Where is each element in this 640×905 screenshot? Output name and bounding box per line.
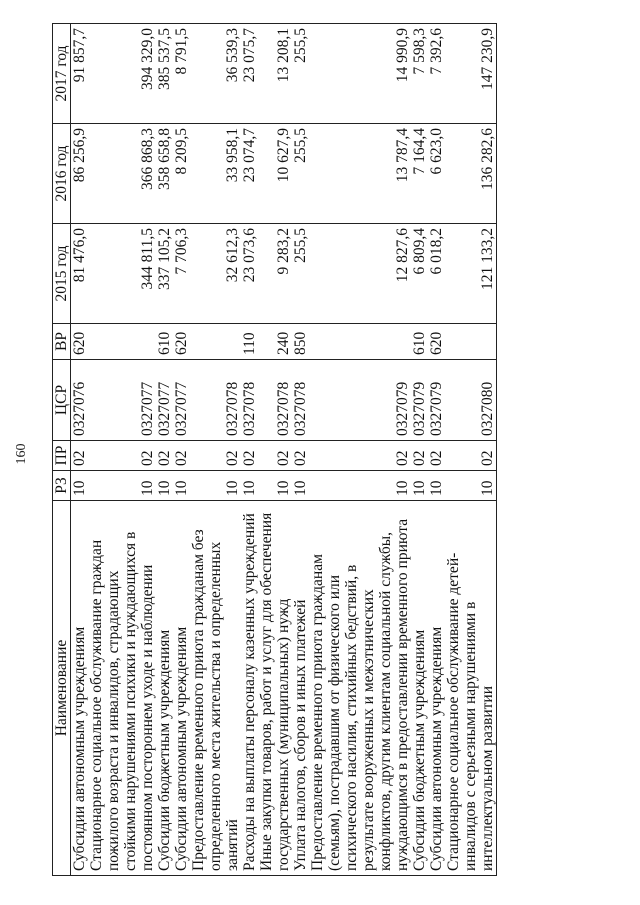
cell-pr: 02 xyxy=(309,441,411,471)
cell-rz: 10 xyxy=(258,471,292,501)
cell-2016: 33 958,1 xyxy=(190,124,241,224)
cell-2015: 6 809,4 xyxy=(411,224,428,324)
cell-rz: 10 xyxy=(428,471,445,501)
table-row xyxy=(411,24,428,876)
cell-name: Субсидии автономным учреждениям xyxy=(428,501,445,876)
header-vr: ВР xyxy=(53,324,71,360)
cell-csr: 0327079 xyxy=(309,360,411,441)
cell-csr: 0327077 xyxy=(173,360,190,441)
cell-csr: 0327077 xyxy=(88,360,156,441)
cell-2015: 7 706,3 xyxy=(173,224,190,324)
cell-pr: 02 xyxy=(428,441,445,471)
cell-name: Предоставление временного приюта гражданам без определенного места жительства и определенных занятий xyxy=(190,501,241,876)
table-row xyxy=(241,24,258,876)
cell-csr: 0327078 xyxy=(241,360,258,441)
cell-2017: 385 537,5 xyxy=(156,24,173,124)
rotated-page-content xyxy=(52,24,602,876)
cell-csr: 0327080 xyxy=(445,360,497,441)
cell-2017: 147 230,9 xyxy=(445,24,497,124)
cell-vr: 620 xyxy=(71,324,89,360)
cell-2016: 255,5 xyxy=(292,124,309,224)
table-row xyxy=(428,24,445,876)
cell-2016: 10 627,9 xyxy=(258,124,292,224)
cell-pr: 02 xyxy=(88,441,156,471)
cell-name: Иные закупки товаров, работ и услуг для обеспечения государственных (муниципальных) нужд xyxy=(258,501,292,876)
cell-pr: 02 xyxy=(241,441,258,471)
cell-2016: 8 209,5 xyxy=(173,124,190,224)
table-row xyxy=(173,24,190,876)
cell-pr: 02 xyxy=(173,441,190,471)
cell-name: Предоставление временного приюта гражданам (семьям), пострадавшим от физического или психического насилия, стихийных бедствий, в результате вооруженных и межэтнических конфликтов, другим клиентам социальной службы, нуждающимся в предоставлении временного приюта xyxy=(309,501,411,876)
cell-rz: 10 xyxy=(71,471,89,501)
cell-vr: 620 xyxy=(173,324,190,360)
cell-name: Стационарное социальное обслуживание детей-инвалидов с серьезными нарушениями в интеллектуальном развитии xyxy=(445,501,497,876)
cell-2017: 7 392,6 xyxy=(428,24,445,124)
cell-2016: 13 787,4 xyxy=(309,124,411,224)
cell-pr: 02 xyxy=(71,441,89,471)
cell-rz: 10 xyxy=(241,471,258,501)
cell-2016: 6 623,0 xyxy=(428,124,445,224)
cell-2015: 32 612,3 xyxy=(190,224,241,324)
cell-name: Расходы на выплаты персоналу казенных учреждений xyxy=(241,501,258,876)
table-row xyxy=(292,24,309,876)
cell-csr: 0327078 xyxy=(292,360,309,441)
cell-csr: 0327079 xyxy=(428,360,445,441)
cell-rz: 10 xyxy=(173,471,190,501)
cell-vr xyxy=(190,324,241,360)
cell-csr: 0327077 xyxy=(156,360,173,441)
cell-2017: 13 208,1 xyxy=(258,24,292,124)
cell-rz: 10 xyxy=(88,471,156,501)
cell-rz: 10 xyxy=(309,471,411,501)
cell-pr: 02 xyxy=(258,441,292,471)
cell-2015: 9 283,2 xyxy=(258,224,292,324)
table-row xyxy=(309,24,411,876)
table-header-row xyxy=(53,24,71,876)
cell-pr: 02 xyxy=(190,441,241,471)
cell-vr xyxy=(88,324,156,360)
cell-2016: 358 658,8 xyxy=(156,124,173,224)
table-row xyxy=(88,24,156,876)
cell-name: Субсидии бюджетным учреждениям xyxy=(411,501,428,876)
cell-2015: 337 105,2 xyxy=(156,224,173,324)
cell-pr: 02 xyxy=(411,441,428,471)
cell-vr xyxy=(309,324,411,360)
cell-2017: 23 075,7 xyxy=(241,24,258,124)
cell-csr: 0327078 xyxy=(258,360,292,441)
table-row xyxy=(445,24,497,876)
cell-vr: 240 xyxy=(258,324,292,360)
table-row xyxy=(190,24,241,876)
cell-vr: 620 xyxy=(428,324,445,360)
header-csr: ЦСР xyxy=(53,360,71,441)
cell-2015: 6 018,2 xyxy=(428,224,445,324)
cell-2015: 121 133,2 xyxy=(445,224,497,324)
cell-2017: 8 791,5 xyxy=(173,24,190,124)
table-row xyxy=(258,24,292,876)
cell-csr: 0327079 xyxy=(411,360,428,441)
cell-rz: 10 xyxy=(411,471,428,501)
page-number: 160 xyxy=(14,443,29,465)
budget-table xyxy=(52,23,497,876)
cell-2015: 12 827,6 xyxy=(309,224,411,324)
cell-name: Стационарное социальное обслуживание граждан пожилого возраста и инвалидов, страдающих стойкими нарушениями психики и нуждающихся в постоянном постороннем уходе и наблюдении xyxy=(88,501,156,876)
cell-vr: 610 xyxy=(156,324,173,360)
cell-2016: 136 282,6 xyxy=(445,124,497,224)
cell-2017: 36 539,3 xyxy=(190,24,241,124)
cell-2017: 394 329,0 xyxy=(88,24,156,124)
cell-vr: 110 xyxy=(241,324,258,360)
cell-2017: 255,5 xyxy=(292,24,309,124)
cell-2015: 23 073,6 xyxy=(241,224,258,324)
cell-rz: 10 xyxy=(156,471,173,501)
cell-pr: 02 xyxy=(156,441,173,471)
cell-2016: 23 074,7 xyxy=(241,124,258,224)
cell-csr: 0327076 xyxy=(71,360,89,441)
cell-2015: 344 811,5 xyxy=(88,224,156,324)
cell-2017: 14 990,9 xyxy=(309,24,411,124)
header-2015: 2015 год xyxy=(53,224,71,324)
header-2017: 2017 год xyxy=(53,24,71,124)
cell-vr: 610 xyxy=(411,324,428,360)
header-pr: ПР xyxy=(53,441,71,471)
cell-name: Субсидии автономным учреждениям xyxy=(71,501,89,876)
cell-pr: 02 xyxy=(292,441,309,471)
header-rz: РЗ xyxy=(53,471,71,501)
cell-2016: 366 868,3 xyxy=(88,124,156,224)
header-name: Наименование xyxy=(53,501,71,876)
cell-vr xyxy=(445,324,497,360)
cell-name: Уплата налогов, сборов и иных платежей xyxy=(292,501,309,876)
cell-2017: 91 857,7 xyxy=(71,24,89,124)
cell-vr: 850 xyxy=(292,324,309,360)
table-row xyxy=(71,24,89,876)
table-body xyxy=(71,24,497,876)
table-row xyxy=(156,24,173,876)
cell-2015: 81 476,0 xyxy=(71,224,89,324)
cell-rz: 10 xyxy=(445,471,497,501)
cell-rz: 10 xyxy=(190,471,241,501)
cell-rz: 10 xyxy=(292,471,309,501)
cell-pr: 02 xyxy=(445,441,497,471)
cell-2016: 86 256,9 xyxy=(71,124,89,224)
cell-csr: 0327078 xyxy=(190,360,241,441)
cell-name: Субсидии бюджетным учреждениям xyxy=(156,501,173,876)
header-2016: 2016 год xyxy=(53,124,71,224)
cell-2015: 255,5 xyxy=(292,224,309,324)
cell-2016: 7 164,4 xyxy=(411,124,428,224)
cell-2017: 7 598,3 xyxy=(411,24,428,124)
cell-name: Субсидии автономным учреждениям xyxy=(173,501,190,876)
